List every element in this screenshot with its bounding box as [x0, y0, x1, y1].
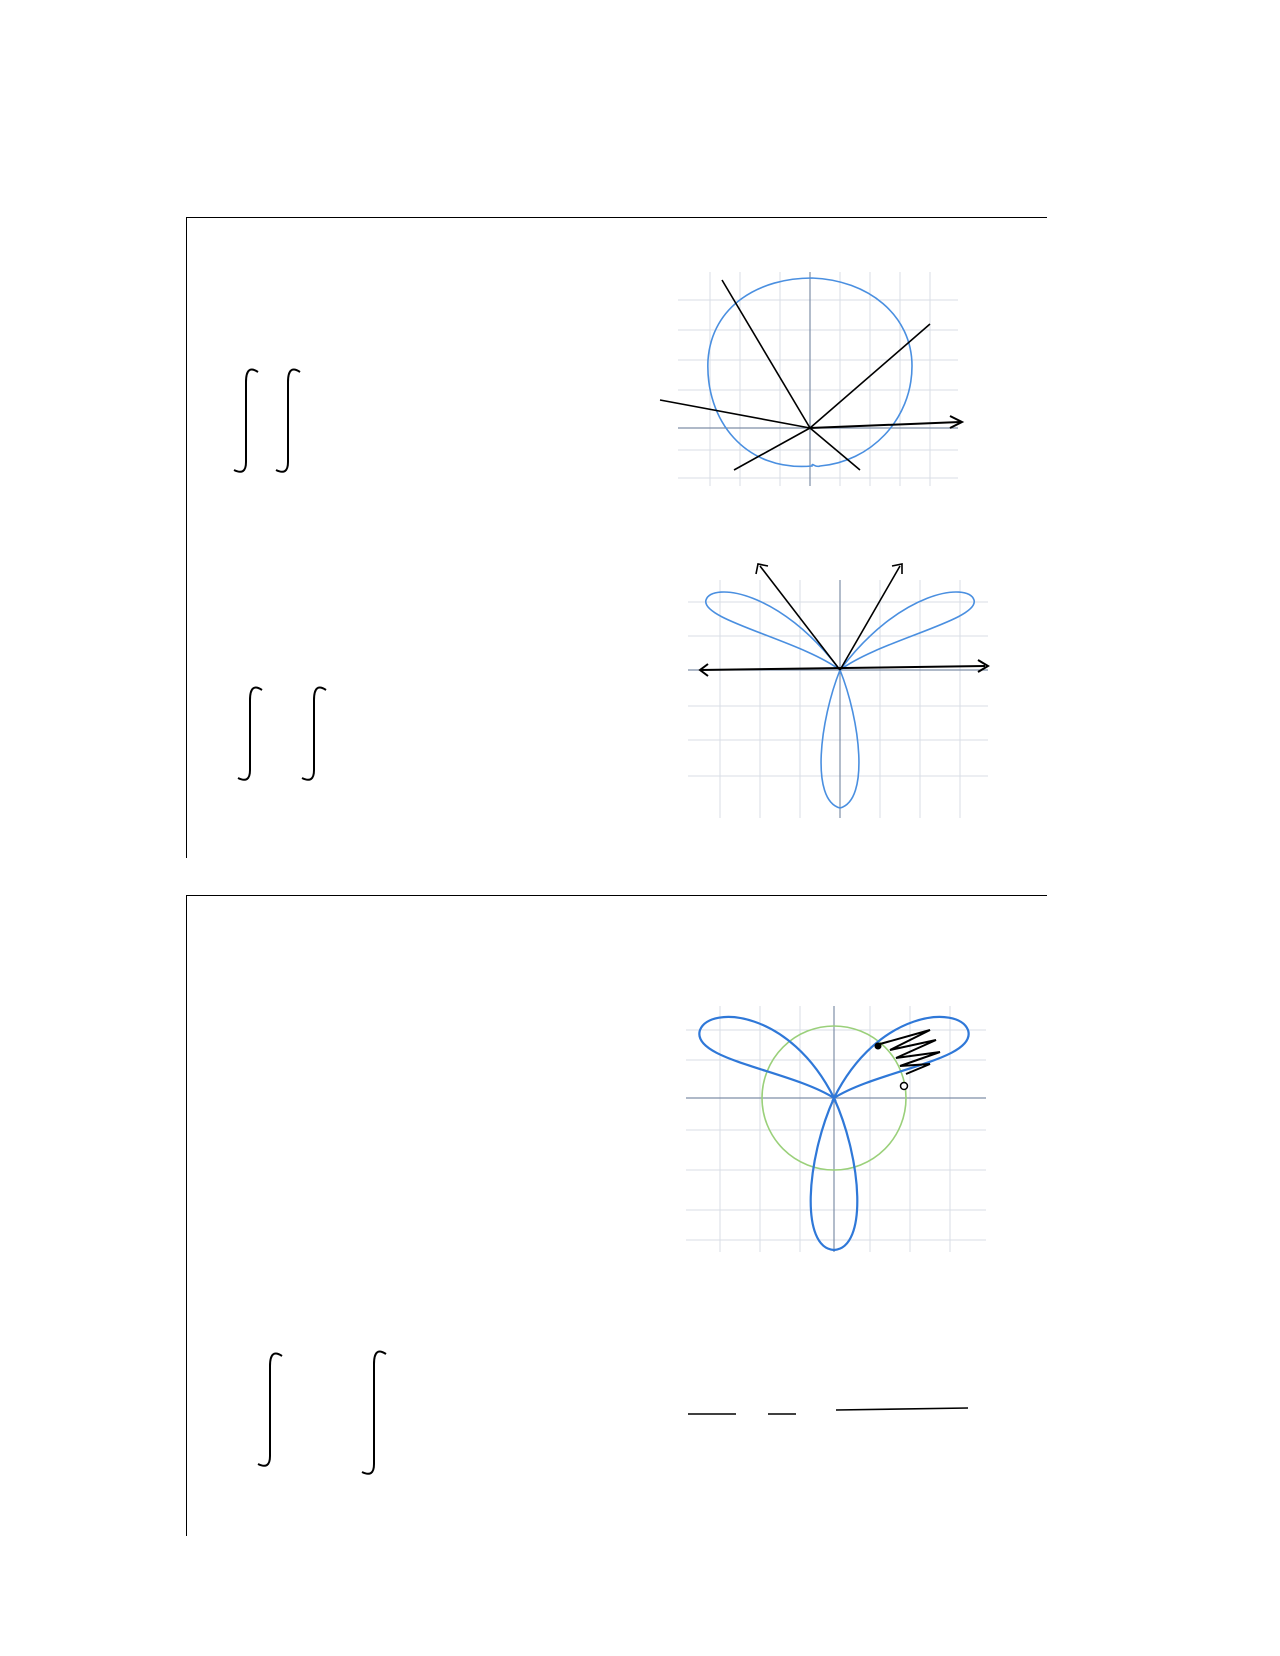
graph3-bg [686, 1006, 986, 1252]
p5-integral-outer [258, 1354, 282, 1466]
intersection-point-2 [901, 1083, 908, 1090]
graph3 [686, 1006, 986, 1252]
p5-integral-inner [362, 1352, 386, 1474]
intersection-point-1 [875, 1043, 882, 1050]
